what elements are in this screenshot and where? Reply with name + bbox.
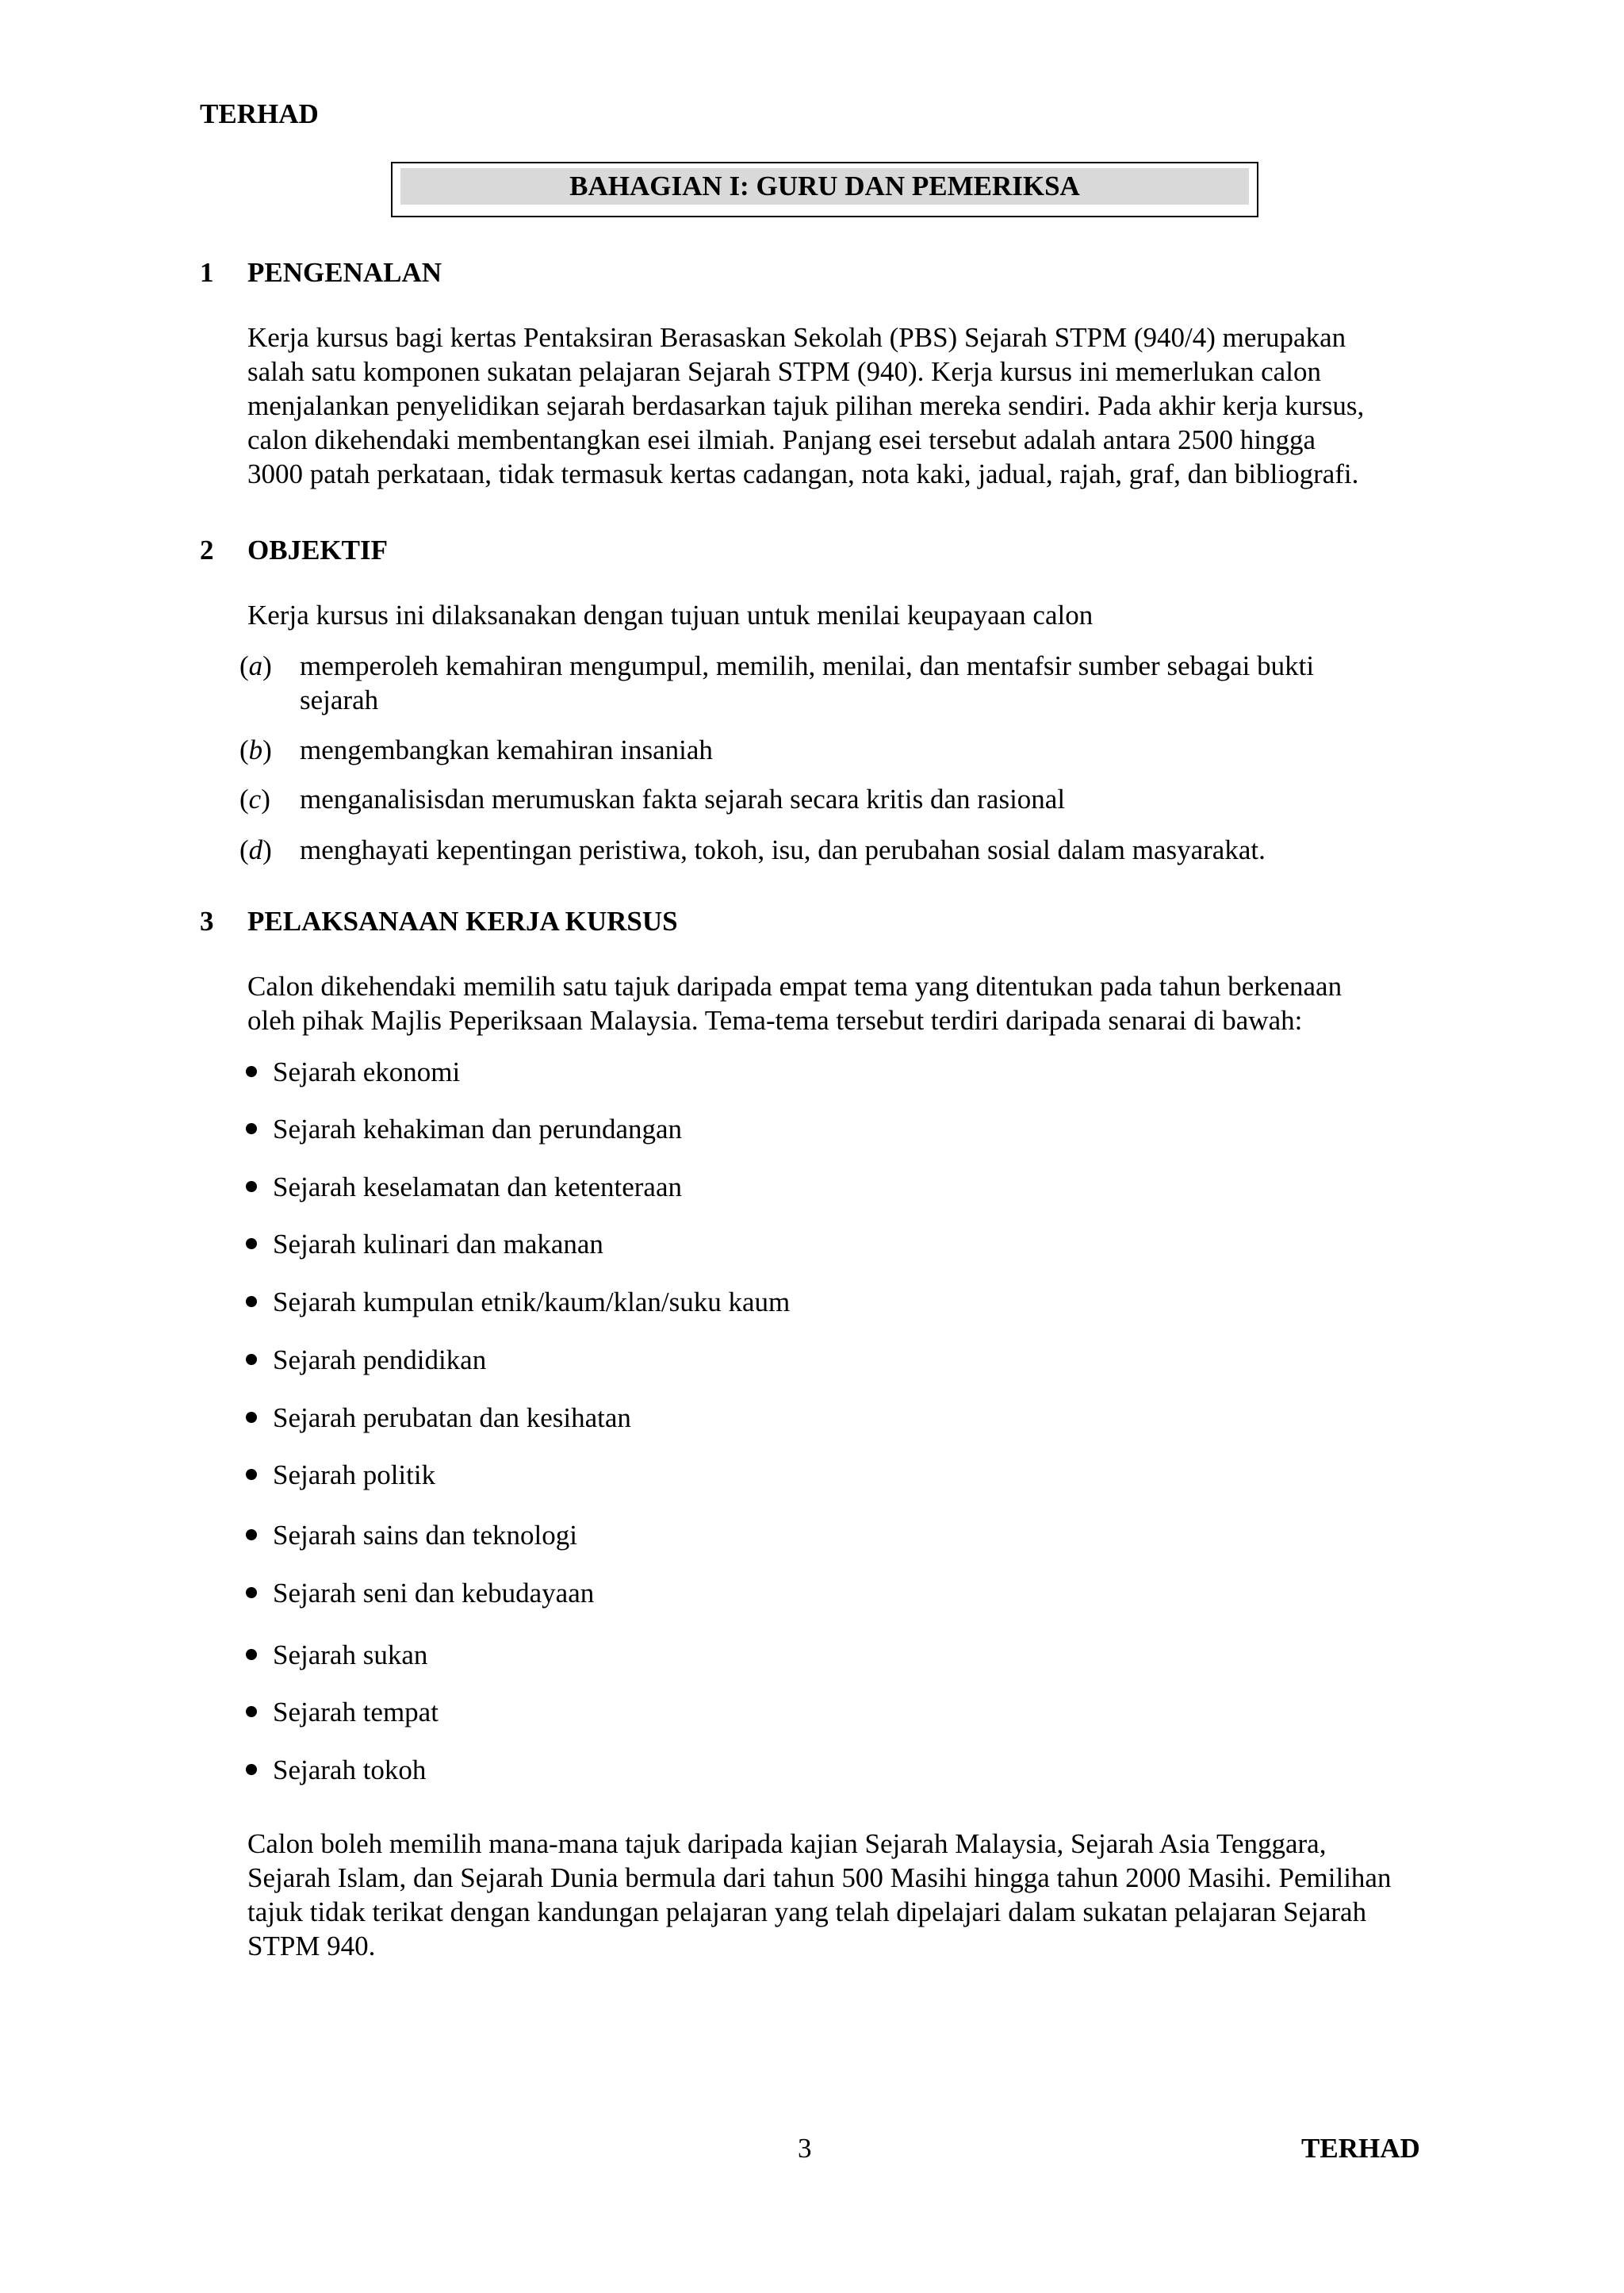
section-title: BAHAGIAN I: GURU DAN PEMERIKSA [400,168,1249,205]
page-number: 3 [798,2133,812,2164]
objective-label-a: (a) [239,650,272,681]
paragraph-line: Calon dikehendaki memilih satu tajuk daripada empat tema yang ditentukan pada tahun berkenaan [247,971,1342,1002]
section-3-intro [247,969,1481,1037]
bullet-icon [246,1181,257,1192]
bullet-icon [246,1296,257,1307]
theme-item: Sejarah seni dan kebudayaan [273,1578,595,1609]
bullet-icon [246,1469,257,1480]
theme-item: Sejarah keselamatan dan ketenteraan [273,1171,682,1202]
paragraph-line: calon dikehendaki membentangkan esei ilmiah. Panjang esei tersebut adalah antara 2500 hingga [247,424,1316,455]
bullet-icon [246,1066,257,1077]
section-3-heading: PELAKSANAAN KERJA KURSUS [247,906,678,937]
theme-item: Sejarah pendidikan [273,1344,487,1375]
section-1-heading: PENGENALAN [247,257,442,288]
paragraph-line: Sejarah Islam, dan Sejarah Dunia bermula dari tahun 500 Masihi hingga tahun 2000 Masihi. Pemilihan [247,1862,1392,1893]
bullet-icon [246,1764,257,1775]
theme-item: Sejarah kumpulan etnik/kaum/klan/suku kaum [273,1286,791,1317]
paragraph-line: menjalankan penyelidikan sejarah berdasarkan tajuk pilihan mereka sendiri. Pada akhir kerja kursus, [247,390,1365,421]
theme-item: Sejarah sains dan teknologi [273,1520,577,1551]
classification-footer: TERHAD [1301,2133,1420,2164]
theme-item: Sejarah sukan [273,1639,428,1670]
theme-item: Sejarah tempat [273,1697,439,1727]
objective-intro: Kerja kursus ini dilaksanakan dengan tujuan untuk menilai keupayaan calon [247,600,1094,631]
bullet-icon [246,1706,257,1717]
bullet-icon [246,1123,257,1134]
paragraph-line: tajuk tidak terikat dengan kandungan pelajaran yang telah dipelajari dalam sukatan pelajaran Sejarah [247,1896,1367,1927]
theme-item: Sejarah tokoh [273,1754,427,1785]
objective-label-b: (b) [239,734,272,765]
objective-a [300,649,1481,717]
section-3-number: 3 [200,906,214,937]
section-2-heading: OBJEKTIF [247,535,388,566]
bullet-icon [246,1238,257,1249]
bullet-icon [246,1529,257,1540]
paragraph-line: 3000 patah perkataan, tidak termasuk kertas cadangan, nota kaki, jadual, rajah, graf, dan bibliografi. [247,458,1359,489]
bullet-icon [246,1412,257,1423]
bullet-icon [246,1649,257,1660]
paragraph-line: STPM 940. [247,1931,376,1961]
section-1-paragraph [247,320,1481,491]
theme-item: Sejarah ekonomi [273,1056,461,1087]
paragraph-line: Kerja kursus bagi kertas Pentaksiran Berasaskan Sekolah (PBS) Sejarah STPM (940/4) merupakan [247,322,1346,353]
paragraph-line: oleh pihak Majlis Peperiksaan Malaysia. Tema-tema tersebut terdiri daripada senarai di bawah: [247,1005,1303,1036]
section-1-number: 1 [200,257,214,288]
bullet-icon [246,1587,257,1598]
paragraph-line: Calon boleh memilih mana-mana tajuk daripada kajian Sejarah Malaysia, Sejarah Asia Tenggara, [247,1828,1327,1859]
section-title-box [391,162,1258,217]
objective-line: memperoleh kemahiran mengumpul, memilih, menilai, dan mentafsir sumber sebagai bukti [300,650,1315,681]
theme-item: Sejarah kehakiman dan perundangan [273,1114,683,1145]
theme-item: Sejarah kulinari dan makanan [273,1229,603,1260]
objective-c: menganalisisdan merumuskan fakta sejarah secara kritis dan rasional [300,784,1066,815]
paragraph-line: salah satu komponen sukatan pelajaran Sejarah STPM (940). Kerja kursus ini memerlukan calon [247,356,1321,387]
classification-header: TERHAD [200,98,319,129]
objective-b: mengembangkan kemahiran insaniah [300,734,713,765]
objective-d: menghayati kepentingan peristiwa, tokoh, isu, dan perubahan sosial dalam masyarakat. [300,834,1266,865]
theme-item: Sejarah politik [273,1459,436,1490]
objective-line: sejarah [300,684,379,715]
objective-label-c: (c) [239,784,270,815]
bullet-icon [246,1354,257,1365]
section-3-closing [247,1827,1481,1963]
objective-label-d: (d) [239,834,272,865]
section-2-number: 2 [200,535,214,566]
theme-item: Sejarah perubatan dan kesihatan [273,1402,631,1433]
